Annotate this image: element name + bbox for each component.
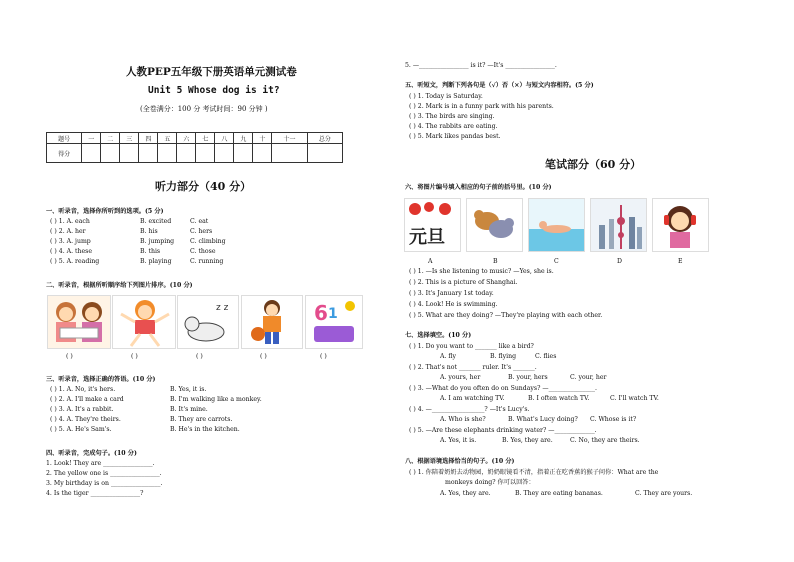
exam-meta: (全卷满分：100 分 考试时间：90 分钟 ) xyxy=(140,105,268,113)
svg-text:元旦: 元旦 xyxy=(409,227,445,248)
score-blank[interactable] xyxy=(234,144,253,163)
paper-subtitle: Unit 5 Whose dog is it? xyxy=(148,85,280,96)
s4-item[interactable]: 1. Look! They are ________________. xyxy=(46,460,155,467)
score-cell: 题号 xyxy=(47,133,82,144)
section5-heading: 五、听短文，判断下列各句是（√）否（×）与短文内容相符。(5 分) xyxy=(405,82,594,89)
score-blank[interactable] xyxy=(101,144,120,163)
picture-label-a: A xyxy=(428,258,433,265)
s6-item: ( ) 4. Look! He is swimming. xyxy=(409,301,498,308)
s1-item: ( ) 4. A. these B. this C. those xyxy=(50,248,216,255)
s5-item: ( ) 5. Mark likes pandas best. xyxy=(409,133,501,140)
score-cell: 十一 xyxy=(272,133,307,144)
score-cell: 六 xyxy=(177,133,196,144)
svg-text:z z: z z xyxy=(216,303,229,313)
score-cell: 总分 xyxy=(307,133,342,144)
score-blank[interactable] xyxy=(120,144,139,163)
girl-headphones-image xyxy=(652,198,709,252)
animals-playing-image xyxy=(466,198,523,252)
score-blank[interactable] xyxy=(272,144,307,163)
s7-question[interactable]: ( ) 2. That's not _______ ruler. It's _______. xyxy=(409,364,537,371)
s5-item: ( ) 3. The birds are singing. xyxy=(409,113,495,120)
s8-question-cont: monkeys doing? 你可以回答： xyxy=(445,479,535,486)
score-table xyxy=(46,132,343,163)
s5-item: ( ) 2. Mark is in a funny park with his parents. xyxy=(409,103,554,110)
picture-label-e: E xyxy=(678,258,683,265)
s8-question[interactable]: ( ) 1. 你陪着奶奶去动物园，奶奶眼镜看不清，指着正在吃香蕉的猴子问你：What are the xyxy=(409,469,659,476)
score-blank[interactable] xyxy=(177,144,196,163)
score-blank[interactable] xyxy=(253,144,272,163)
s5-item: ( ) 1. Today is Saturday. xyxy=(409,93,483,100)
section3-heading: 三、听录音，选择正确的答语。(10 分) xyxy=(46,376,156,383)
section2-heading: 二、听录音，根据所听顺序给下列图片排序。(10 分) xyxy=(46,282,193,289)
s8-options: A. Yes, they are. B. They are eating bananas. C. They are yours. xyxy=(440,490,693,497)
score-blank[interactable] xyxy=(82,144,101,163)
s6-item: ( ) 3. It's January 1st today. xyxy=(409,290,494,297)
picture-label-b: B xyxy=(493,258,498,265)
s7-question[interactable]: ( ) 4. —_________________? —It's Lucy's. xyxy=(409,406,530,413)
kids-reading-image xyxy=(47,295,111,349)
s1-item: ( ) 5. A. reading B. playing C. running xyxy=(50,258,224,265)
s3-item: ( ) 4. A. They're theirs. B. They are carrots. xyxy=(50,416,233,423)
section6-heading: 六、将图片编号填入相应的句子前的括号里。(10 分) xyxy=(405,184,552,191)
section7-heading: 七、选择填空。(10 分) xyxy=(405,332,472,339)
score-blank[interactable] xyxy=(158,144,177,163)
section1-heading: 一、听录音，选择你所听到的选项。(5 分) xyxy=(46,208,164,215)
picture-label-d: D xyxy=(617,258,622,265)
score-cell: 九 xyxy=(234,133,253,144)
s6-item: ( ) 1. —Is she listening to music? —Yes, she is. xyxy=(409,268,554,275)
score-table-score-row xyxy=(47,144,343,163)
order-blank[interactable]: ( ) xyxy=(66,353,73,360)
written-title: 笔试部分（60 分） xyxy=(545,158,642,171)
s7-options: A. Yes, it is. B. Yes, they are. C. No, they are theirs. xyxy=(440,437,640,444)
s4-item[interactable]: 2. The yellow one is ________________. xyxy=(46,470,162,477)
s4-item[interactable]: 4. Is the tiger ________________? xyxy=(46,490,144,497)
s7-question[interactable]: ( ) 3. —What do you often do on Sundays? —_______________. xyxy=(409,385,597,392)
new-year-image xyxy=(404,198,461,252)
s7-options: A. yours, her B. your, hers C. your, her xyxy=(440,374,607,381)
order-blank[interactable]: ( ) xyxy=(320,353,327,360)
score-cell: 二 xyxy=(101,133,120,144)
svg-text:6: 6 xyxy=(314,301,328,325)
s4-item-5[interactable]: 5. —________________ is it? —It's ________________. xyxy=(405,62,557,69)
score-blank[interactable] xyxy=(215,144,234,163)
s7-options: A. I am watching TV. B. I often watch TV. C. I'll watch TV. xyxy=(440,395,659,402)
score-label: 得分 xyxy=(47,144,82,163)
order-blank[interactable]: ( ) xyxy=(131,353,138,360)
order-blank[interactable]: ( ) xyxy=(196,353,203,360)
s1-item: ( ) 1. A. each B. excited C. eat xyxy=(50,218,209,225)
s3-item: ( ) 1. A. No, it's hers. B. Yes, it is. xyxy=(50,386,207,393)
score-cell: 一 xyxy=(82,133,101,144)
score-table-header-row xyxy=(47,133,343,144)
section8-heading: 八、根据语境选择恰当的句子。(10 分) xyxy=(405,458,515,465)
s3-item: ( ) 3. A. It's a rabbit. B. It's mine. xyxy=(50,406,208,413)
score-blank[interactable] xyxy=(139,144,158,163)
svg-text:1: 1 xyxy=(328,306,338,322)
score-cell: 七 xyxy=(196,133,215,144)
paper-title: 人教PEP五年级下册英语单元测试卷 xyxy=(126,66,297,78)
s7-options: A. Who is she? B. What's Lucy doing? C. Whose is it? xyxy=(440,416,637,423)
shanghai-image xyxy=(590,198,647,252)
picture-label-c: C xyxy=(554,258,559,265)
s7-options: A. fly B. flying C. flies xyxy=(440,353,557,360)
s3-item: ( ) 5. A. He's Sam's. B. He's in the kitchen. xyxy=(50,426,240,433)
s5-item: ( ) 4. The rabbits are eating. xyxy=(409,123,498,130)
order-blank[interactable]: ( ) xyxy=(260,353,267,360)
score-cell: 八 xyxy=(215,133,234,144)
score-cell: 四 xyxy=(139,133,158,144)
boy-basketball-image xyxy=(241,295,303,349)
s3-item: ( ) 2. A. I'll make a card B. I'm walking like a monkey. xyxy=(50,396,262,403)
section4-heading: 四、听录音，完成句子。(10 分) xyxy=(46,450,137,457)
s1-item: ( ) 2. A. her B. his C. hers xyxy=(50,228,213,235)
score-blank[interactable] xyxy=(307,144,342,163)
swimming-image xyxy=(528,198,585,252)
s1-item: ( ) 3. A. jump B. jumping C. climbing xyxy=(50,238,226,245)
score-cell: 五 xyxy=(158,133,177,144)
score-cell: 三 xyxy=(120,133,139,144)
s6-item: ( ) 2. This is a picture of Shanghai. xyxy=(409,279,518,286)
s7-question[interactable]: ( ) 1. Do you want to _______ like a bird? xyxy=(409,343,534,350)
score-blank[interactable] xyxy=(196,144,215,163)
s4-item[interactable]: 3. My birthday is on ________________. xyxy=(46,480,163,487)
children-day-image xyxy=(305,295,363,349)
girl-jumping-image xyxy=(112,295,176,349)
sleeping-dog-image xyxy=(177,295,239,349)
listening-title: 听力部分（40 分） xyxy=(155,180,252,193)
score-cell: 十 xyxy=(253,133,272,144)
s6-item: ( ) 5. What are they doing? —They're playing with each other. xyxy=(409,312,603,319)
s7-question[interactable]: ( ) 5. —Are these elephants drinking water? —_____________. xyxy=(409,427,597,434)
